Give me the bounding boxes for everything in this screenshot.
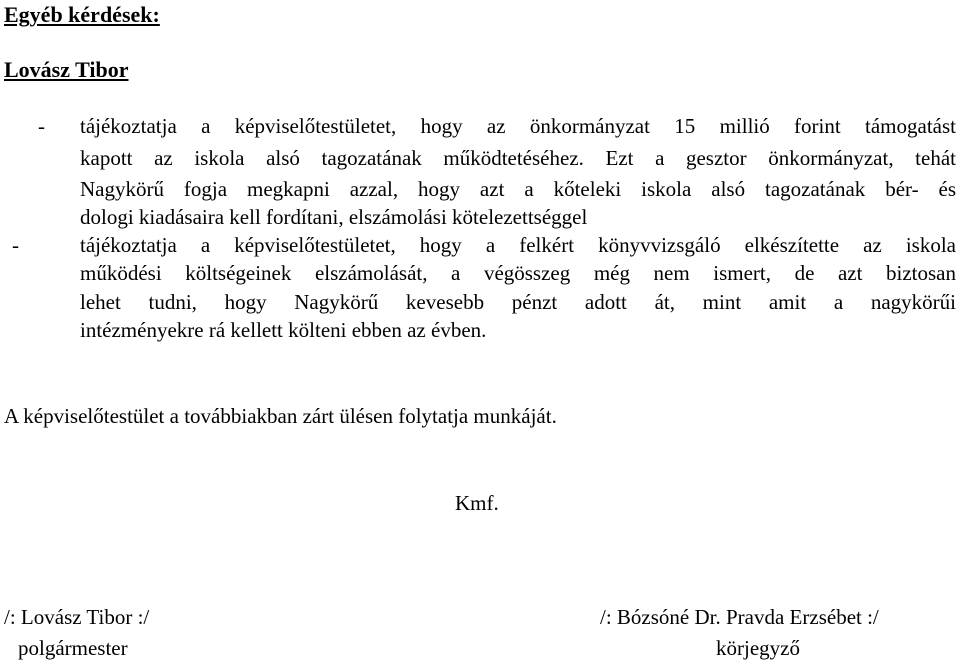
paragraph-line: Nagykörű fogja megkapni azzal, hogy azt a kőteleki iskola alsó tagozatának bér- és: [80, 177, 956, 201]
paragraph-line: kapott az iskola alsó tagozatának működtetéséhez. Ezt a gesztor önkormányzat, tehát: [80, 146, 956, 170]
paragraph-line: dologi kiadásaira kell fordítani, elszámolási kötelezettséggel: [80, 205, 588, 229]
paragraph-line: működési költségeinek elszámolását, a végösszeg még nem ismert, de azt biztosan: [80, 261, 956, 285]
kmf-label: Kmf.: [455, 491, 499, 515]
paragraph-line: lehet tudni, hogy Nagykörű kevesebb pénzt adott át, mint amit a nagykörűi: [80, 290, 956, 314]
paragraph-line: intézményekre rá kellett költeni ebben az évben.: [80, 318, 487, 342]
closing-sentence: A képviselőtestület a továbbiakban zárt ülésen folytatja munkáját.: [4, 404, 557, 428]
section-heading: Egyéb kérdések:: [4, 2, 160, 27]
paragraph-line: tájékoztatja a képviselőtestületet, hogy a felkért könyvvizsgáló elkészítette az iskola: [80, 233, 956, 257]
paragraph-line: tájékoztatja a képviselőtestületet, hogy az önkormányzat 15 millió forint támogatást: [80, 114, 956, 138]
speaker-name: Lovász Tibor: [4, 57, 129, 82]
signature-left-title: polgármester: [18, 636, 128, 660]
signature-right-name: /: Bózsóné Dr. Pravda Erzsébet :/: [600, 605, 879, 629]
signature-left-name: /: Lovász Tibor :/: [4, 605, 150, 629]
list-dash: -: [12, 233, 19, 257]
signature-right-title: körjegyző: [716, 636, 800, 660]
list-dash: -: [38, 114, 45, 138]
